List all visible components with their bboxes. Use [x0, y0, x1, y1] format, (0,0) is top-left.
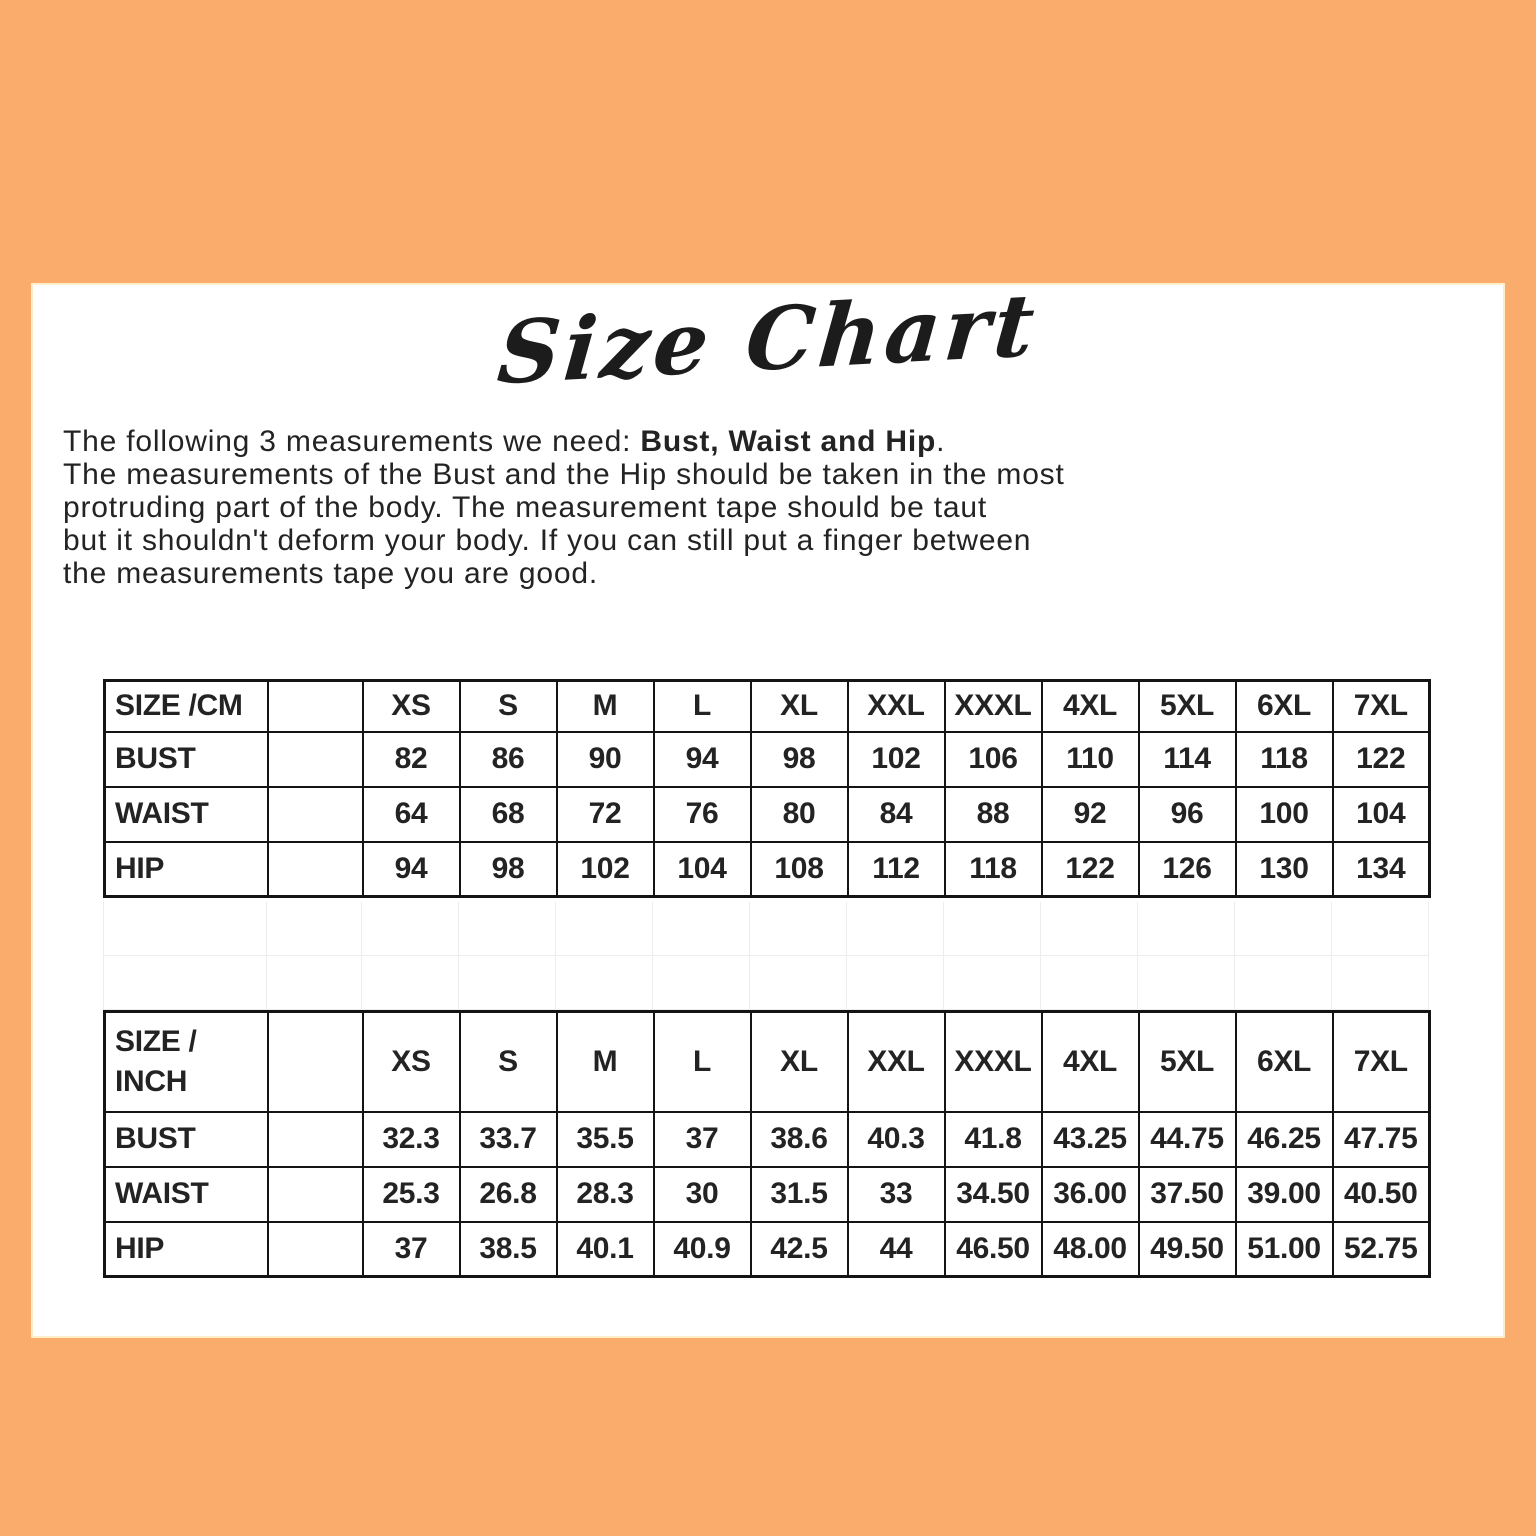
size-column-header: XXL [848, 681, 945, 732]
size-column-header: S [460, 681, 557, 732]
gridline-cell [1041, 902, 1138, 956]
size-column-header: XXXL [945, 681, 1042, 732]
measurement-value: 130 [1236, 842, 1333, 897]
gridline-cell [556, 956, 653, 1010]
measurement-row [105, 787, 1430, 842]
empty-cell [268, 1112, 363, 1167]
empty-cell [268, 787, 363, 842]
row-label: WAIST [105, 787, 268, 842]
measurement-value: 82 [363, 732, 460, 787]
table-title-line: SIZE /CM [115, 689, 243, 723]
size-chart-title: Size Chart [493, 274, 1043, 405]
size-column-header: XS [363, 681, 460, 732]
measurement-value: 42.5 [751, 1222, 848, 1277]
gridline-cell [1332, 902, 1429, 956]
intro-line-1 [63, 425, 1463, 458]
measurement-value: 110 [1042, 732, 1139, 787]
measurement-value: 46.25 [1236, 1112, 1333, 1167]
measurement-value: 52.75 [1333, 1222, 1430, 1277]
size-column-header: XXL [848, 1012, 945, 1112]
measurement-value: 76 [654, 787, 751, 842]
measurement-value: 43.25 [1042, 1112, 1139, 1167]
empty-cell [268, 1222, 363, 1277]
measurement-value: 94 [363, 842, 460, 897]
measurement-value: 37.50 [1139, 1167, 1236, 1222]
gridline-cell [362, 902, 459, 956]
gridline-cell [653, 956, 750, 1010]
measurement-value: 33 [848, 1167, 945, 1222]
table-title-line: SIZE / [115, 1024, 197, 1058]
measurement-value: 122 [1333, 732, 1430, 787]
size-column-header: XL [751, 681, 848, 732]
gridline-cell [104, 902, 267, 956]
measurement-value: 40.1 [557, 1222, 654, 1277]
measurement-value: 102 [557, 842, 654, 897]
measurement-value: 68 [460, 787, 557, 842]
content-panel [33, 274, 1503, 1336]
row-label: HIP [105, 1222, 268, 1277]
row-label: BUST [105, 1112, 268, 1167]
measurement-row [105, 842, 1430, 897]
measurement-value: 41.8 [945, 1112, 1042, 1167]
measurement-row [105, 1222, 1430, 1277]
gridline-cell [1138, 902, 1235, 956]
gridline-cell [556, 902, 653, 956]
measurement-row [105, 732, 1430, 787]
size-column-header: XXXL [945, 1012, 1042, 1112]
gridline-cell [1332, 956, 1429, 1010]
intro-line-1-period: . [936, 425, 946, 458]
gridline-cell [847, 902, 944, 956]
measurement-value: 98 [460, 842, 557, 897]
measurement-value: 102 [848, 732, 945, 787]
measurement-value: 122 [1042, 842, 1139, 897]
size-column-header: 5XL [1139, 1012, 1236, 1112]
measurement-value: 40.9 [654, 1222, 751, 1277]
measurement-value: 106 [945, 732, 1042, 787]
intro-line-2: The measurements of the Bust and the Hip should be taken in the most [63, 458, 1065, 491]
measurement-value: 37 [654, 1112, 751, 1167]
gridline-cell [1041, 956, 1138, 1010]
measurement-value: 25.3 [363, 1167, 460, 1222]
measurement-value: 86 [460, 732, 557, 787]
size-column-header: L [654, 681, 751, 732]
measurement-value: 40.3 [848, 1112, 945, 1167]
measurement-value: 104 [1333, 787, 1430, 842]
measurement-value: 35.5 [557, 1112, 654, 1167]
empty-cell [268, 842, 363, 897]
gridline-cell [750, 956, 847, 1010]
size-column-header: S [460, 1012, 557, 1112]
measurement-value: 90 [557, 732, 654, 787]
table-title-cell [105, 1012, 268, 1112]
measurement-value: 112 [848, 842, 945, 897]
intro-line-1-normal: The following 3 measurements we need: [63, 425, 641, 458]
measurement-value: 118 [945, 842, 1042, 897]
gridline-cell [267, 902, 362, 956]
measurement-value: 96 [1139, 787, 1236, 842]
measurement-value: 26.8 [460, 1167, 557, 1222]
size-column-header: XS [363, 1012, 460, 1112]
measurement-value: 104 [654, 842, 751, 897]
gridline-cell [104, 956, 267, 1010]
measurement-value: 48.00 [1042, 1222, 1139, 1277]
measurement-value: 28.3 [557, 1167, 654, 1222]
measurement-value: 32.3 [363, 1112, 460, 1167]
size-column-header: 4XL [1042, 681, 1139, 732]
title-area [33, 274, 1503, 405]
measurement-value: 44.75 [1139, 1112, 1236, 1167]
gridline-cell [1235, 902, 1332, 956]
spreadsheet-gridlines [103, 902, 1429, 1010]
size-column-header: M [557, 681, 654, 732]
size-column-header: M [557, 1012, 654, 1112]
measurement-row [105, 1167, 1430, 1222]
gridline-cell [459, 956, 556, 1010]
gridline-cell [750, 902, 847, 956]
size-column-header: 7XL [1333, 1012, 1430, 1112]
empty-cell [268, 1167, 363, 1222]
measurement-value: 39.00 [1236, 1167, 1333, 1222]
gridline-cell [362, 956, 459, 1010]
measurement-value: 38.5 [460, 1222, 557, 1277]
measurement-row [105, 1112, 1430, 1167]
size-header-row [105, 681, 1430, 732]
intro-line-3: protruding part of the body. The measurement tape should be taut [63, 491, 987, 524]
measurement-value: 40.50 [1333, 1167, 1430, 1222]
gridline-cell [1138, 956, 1235, 1010]
size-column-header: 4XL [1042, 1012, 1139, 1112]
gridline-cell [1235, 956, 1332, 1010]
row-label: WAIST [105, 1167, 268, 1222]
measurement-value: 88 [945, 787, 1042, 842]
gridline-cell [459, 902, 556, 956]
measurement-value: 30 [654, 1167, 751, 1222]
intro-line-1-bold: Bust, Waist and Hip [640, 425, 937, 458]
size-table-inch [103, 1010, 1431, 1278]
measurement-value: 51.00 [1236, 1222, 1333, 1277]
measurement-value: 36.00 [1042, 1167, 1139, 1222]
measurement-value: 72 [557, 787, 654, 842]
row-label: HIP [105, 842, 268, 897]
intro-paragraph [63, 425, 1463, 590]
gridline-cell [944, 902, 1041, 956]
measurement-value: 134 [1333, 842, 1430, 897]
empty-cell [268, 681, 363, 732]
intro-line-4: but it shouldn't deform your body. If you can still put a finger between [63, 524, 1032, 557]
size-column-header: XL [751, 1012, 848, 1112]
empty-cell [268, 732, 363, 787]
measurement-value: 80 [751, 787, 848, 842]
measurement-value: 31.5 [751, 1167, 848, 1222]
measurement-value: 108 [751, 842, 848, 897]
measurement-value: 94 [654, 732, 751, 787]
size-table-cm [103, 679, 1431, 898]
measurement-value: 33.7 [460, 1112, 557, 1167]
measurement-value: 114 [1139, 732, 1236, 787]
gridline-cell [944, 956, 1041, 1010]
measurement-value: 84 [848, 787, 945, 842]
size-column-header: 5XL [1139, 681, 1236, 732]
gridline-cell [653, 902, 750, 956]
intro-line-5: the measurements tape you are good. [63, 557, 598, 590]
measurement-value: 64 [363, 787, 460, 842]
size-column-header: 7XL [1333, 681, 1430, 732]
gridline-cell [847, 956, 944, 1010]
measurement-value: 98 [751, 732, 848, 787]
measurement-value: 44 [848, 1222, 945, 1277]
empty-cell [268, 1012, 363, 1112]
measurement-value: 34.50 [945, 1167, 1042, 1222]
measurement-value: 100 [1236, 787, 1333, 842]
size-column-header: 6XL [1236, 681, 1333, 732]
measurement-value: 49.50 [1139, 1222, 1236, 1277]
measurement-value: 92 [1042, 787, 1139, 842]
measurement-value: 47.75 [1333, 1112, 1430, 1167]
measurement-value: 46.50 [945, 1222, 1042, 1277]
row-label: BUST [105, 732, 268, 787]
measurement-value: 126 [1139, 842, 1236, 897]
size-column-header: 6XL [1236, 1012, 1333, 1112]
size-header-row [105, 1012, 1430, 1112]
table-title-cell [105, 681, 268, 732]
measurement-value: 38.6 [751, 1112, 848, 1167]
measurement-value: 118 [1236, 732, 1333, 787]
measurement-value: 37 [363, 1222, 460, 1277]
table-title-line: INCH [115, 1064, 188, 1098]
size-column-header: L [654, 1012, 751, 1112]
gridline-cell [267, 956, 362, 1010]
